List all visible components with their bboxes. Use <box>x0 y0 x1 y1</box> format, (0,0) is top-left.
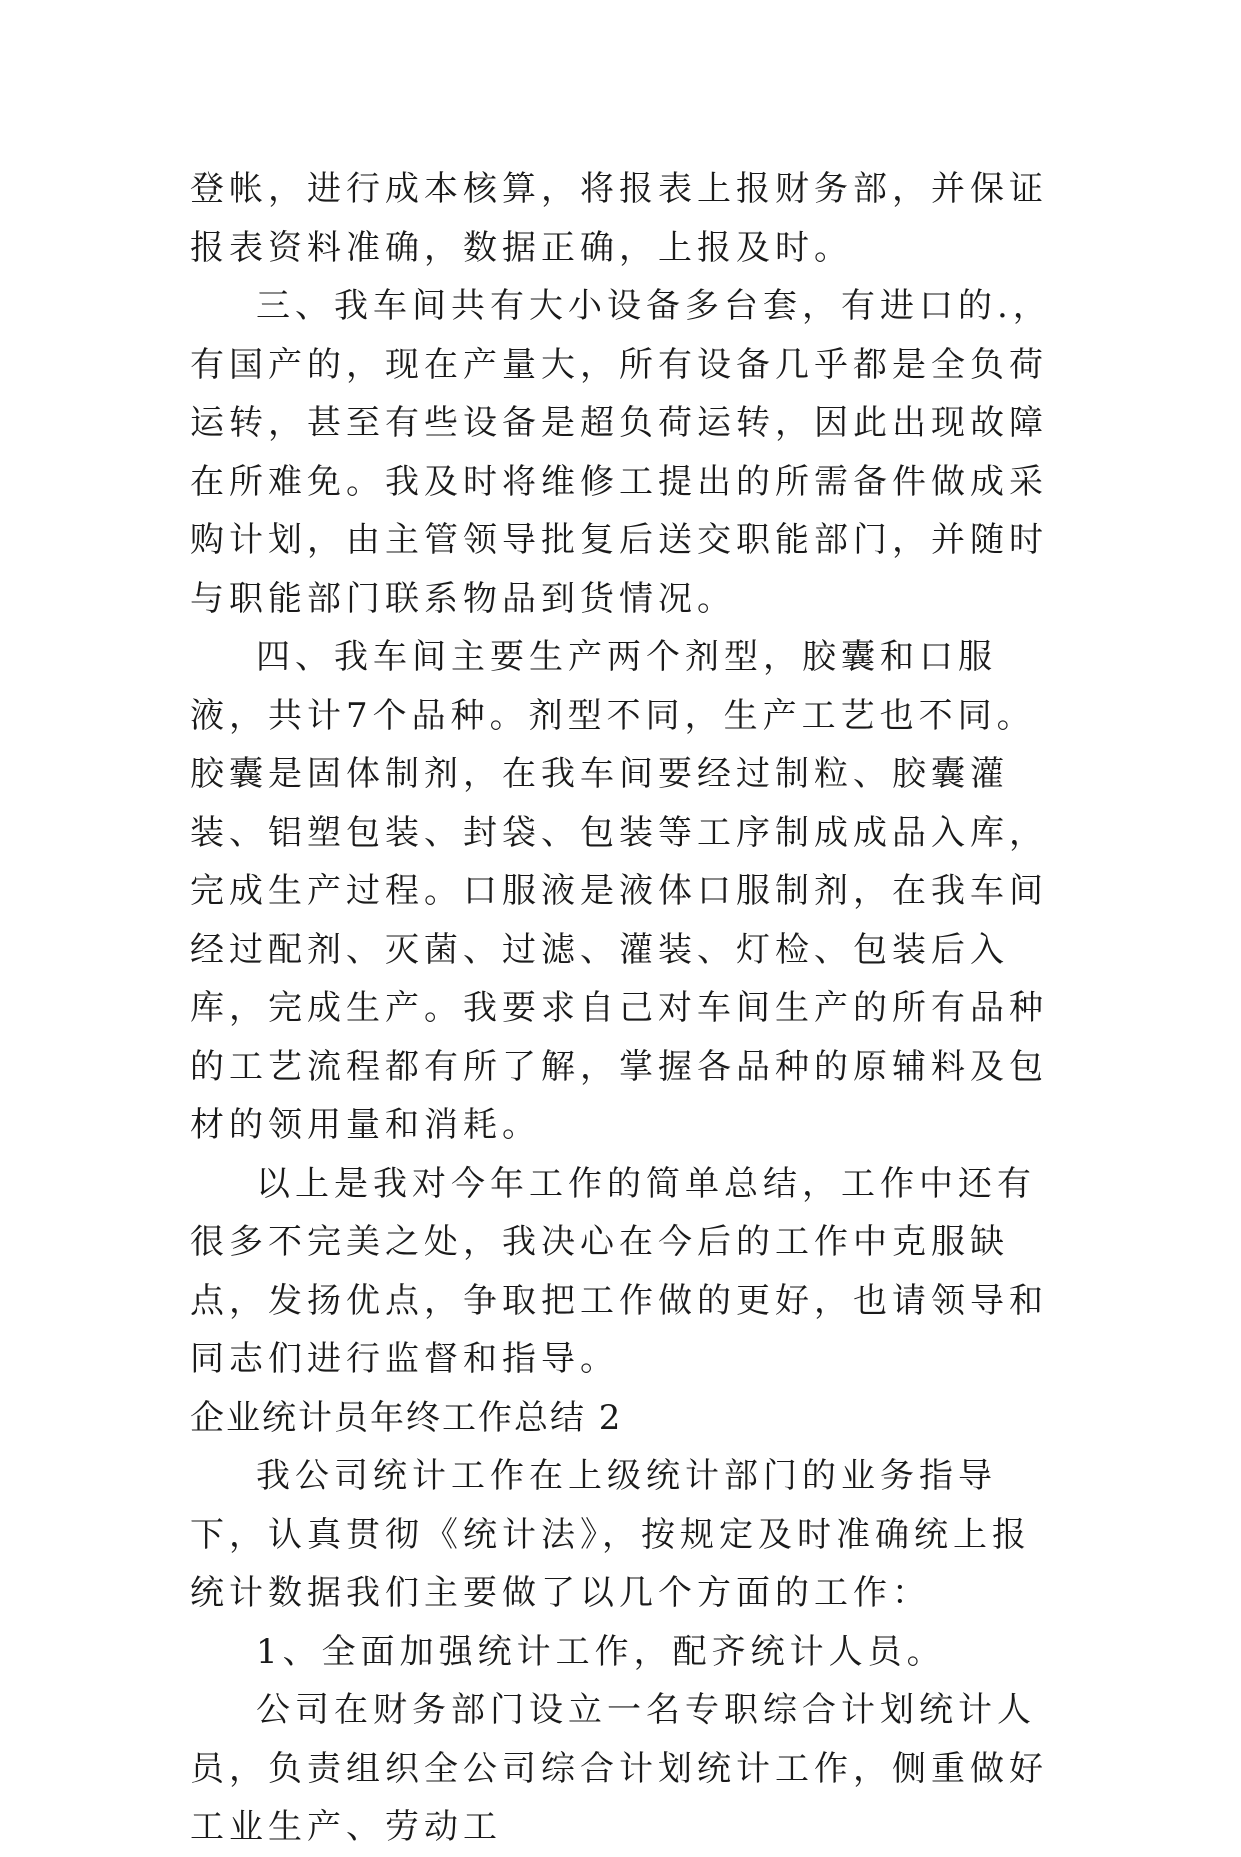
paragraph-equipment: 三、我车间共有大小设备多台套，有进口的.，有国产的，现在产量大，所有设备几乎都是全负荷运转，甚至有些设备是超负荷运转，因此出现故障在所难免。我及时将维修工提出的所需备件做成采购计划，由主管领导批复后送交职能部门，并随时与职能部门联系物品到货情况。 <box>190 286 1052 619</box>
section-heading: 企业统计员年终工作总结 2 <box>190 1397 623 1438</box>
paragraph-staffing: 公司在财务部门设立一名专职综合计划统计人员，负责组织全公司综合计划统计工作，侧重做好工业生产、劳动工 <box>190 1690 1048 1847</box>
paragraph-intro: 我公司统计工作在上级统计部门的业务指导下，认真贯彻《统计法》，按规定及时准确统上报统计数据我们主要做了以几个方面的工作： <box>190 1456 1031 1613</box>
paragraph-continuation: 登帐，进行成本核算，将报表上报财务部，并保证报表资料准确，数据正确，上报及时。 <box>190 169 1048 268</box>
paragraph-production: 四、我车间主要生产两个剂型，胶囊和口服液，共计7个品种。剂型不同，生产工艺也不同。胶囊是固体制剂，在我车间要经过制粒、胶囊灌装、铝塑包装、封袋、包装等工序制成成品入库，完成生产过程。口服液是液体口服制剂，在我车间经过配剂、灭菌、过滤、灌装、灯检、包装后入库，完成生产。我要求自己对车间生产的所有品种的工艺流程都有所了解，掌握各品种的原辅料及包材的领用量和消耗。 <box>190 637 1048 1145</box>
document-body <box>190 160 1060 1857</box>
paragraph-summary: 以上是我对今年工作的简单总结，工作中还有很多不完美之处，我决心在今后的工作中克服缺点，发扬优点，争取把工作做的更好，也请领导和同志们进行监督和指导。 <box>190 1163 1048 1379</box>
paragraph-item-1: 1、全面加强统计工作，配齐统计人员。 <box>256 1631 946 1672</box>
